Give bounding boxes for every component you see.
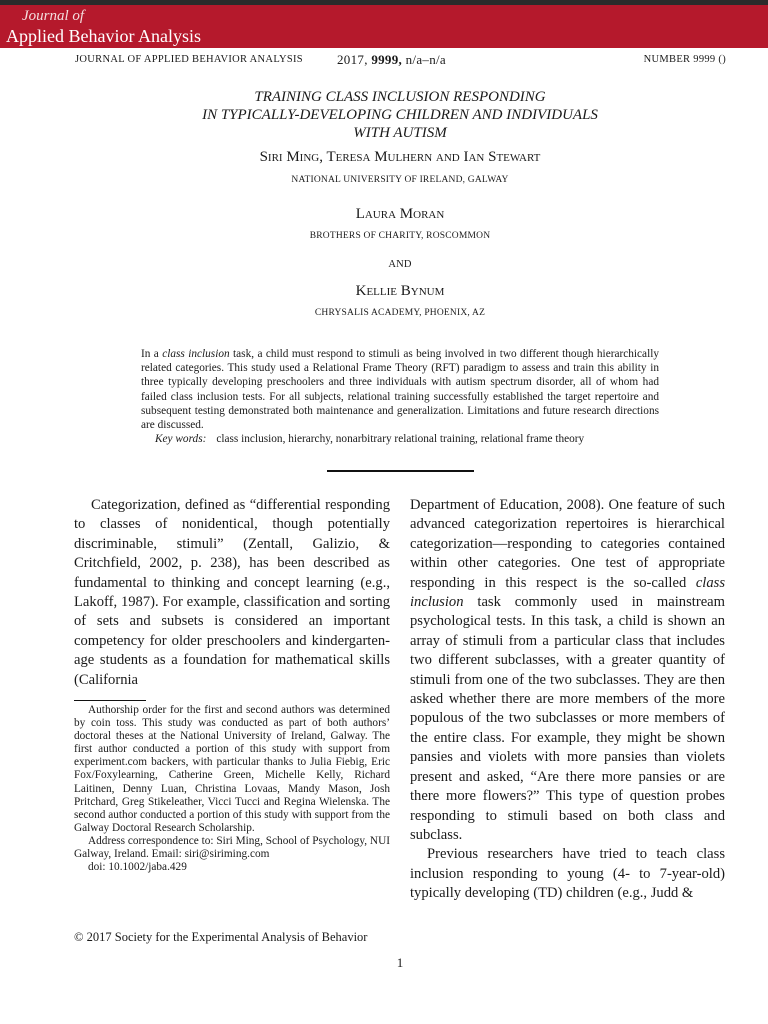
affiliation-1: NATIONAL UNIVERSITY OF IRELAND, GALWAY bbox=[291, 175, 509, 185]
section-divider bbox=[327, 470, 474, 472]
affiliation-3: CHRYSALIS ACADEMY, PHOENIX, AZ bbox=[314, 308, 486, 318]
author-conjunction: AND bbox=[388, 259, 412, 270]
journal-logo-line1: Journal of bbox=[22, 8, 85, 24]
keywords-line bbox=[141, 432, 659, 446]
running-header-volume-number: 9999, bbox=[371, 52, 403, 67]
abstract bbox=[141, 347, 659, 446]
article-title bbox=[0, 88, 768, 142]
abstract-term: class inclusion bbox=[162, 348, 230, 360]
body-term: class inclusion bbox=[410, 574, 725, 611]
running-header-journal: JOURNAL OF APPLIED BEHAVIOR ANALYSIS bbox=[75, 54, 303, 65]
journal-banner bbox=[0, 5, 768, 48]
footnote-authorship: Authorship order for the first and second authors was determined by coin toss. This study was conducted as part of both authors’ doctoral theses at the National University of Ireland, Galway. The first author conducted a portion of this study with support from experiment.com backers, with particular thanks to Julia Fiebig, Eric Fox/Foxylearning, Catherine Green, Michelle Kelly, Richard Laitinen, Denny Luan, Christina Lovaas, Mandy Mason, Josh Pritchard, Greg Stikeleather, Vicci Tucci and Regina Wielenska. The second author conducted a portion of this study with support from the Galway Doctoral Research Scholarship. bbox=[74, 704, 390, 834]
footnote-divider bbox=[74, 700, 146, 701]
abstract-text-start: In a bbox=[141, 348, 163, 360]
body-paragraph-2: Previous researchers have tried to teach class inclusion responding to young (4- to 7-year-old) typically developing (TD) children (e.g., Judd & bbox=[410, 846, 725, 902]
title-line-3: WITH AUTISM bbox=[353, 125, 447, 141]
left-column bbox=[74, 496, 390, 690]
running-header-volume bbox=[337, 52, 446, 68]
journal-logo-line2: Applied Behavior Analysis bbox=[6, 26, 201, 46]
body-text-post: task commonly used in mainstream psychological tests. In this task, a child is shown an array of stimuli from a particular class that includes two different subclasses, with a greater quantity of stimuli from one of the two subclasses. They are then asked whether there are more members of the more populous of the two subclasses or more members of the entire class. For example, they might be shown pansies and violets with more pansies than violets present and asked, “Are there more pansies or are there more flowers?” This type of question probes responding to stimuli based on both class and subclass. bbox=[410, 594, 725, 843]
body-paragraph-1: Categorization, defined as “differential responding to classes of nonidentical, though potentially discriminable, stimuli” (Zentall, Galizio, & Critchfield, 2002, p. 238), has been described as fundamental to thinking and concept learning (e.g., Lakoff, 1987). For example, classification and sorting of sets and subsets is considered an important competency for older preschoolers and kindergarten-age students as a foundation for mathematical skills (California bbox=[74, 497, 390, 688]
author-group-3: Kellie Bynum bbox=[355, 283, 445, 299]
footnote-doi: doi: 10.1002/jaba.429 bbox=[88, 861, 187, 874]
abstract-text-body: task, a child must respond to stimuli as being involved in two different though hierarchically related categories. This study used a Relational Frame Theory (RFT) paradigm to assess and train this ability in three typically developing preschoolers and three individuals with autism spectrum disorder, all of whom had failed class inclusion tests. For all subjects, relational training successfully established the target repertoire and subsequent testing demonstrated both maintenance and generalization. Limitations and future research directions are discussed. bbox=[141, 348, 660, 432]
page-number: 1 bbox=[396, 955, 404, 970]
author-group-1: Siri Ming, Teresa Mulhern and Ian Stewart bbox=[259, 149, 541, 165]
author-group-2: Laura Moran bbox=[355, 206, 445, 222]
right-column bbox=[410, 496, 725, 904]
copyright-notice: © 2017 Society for the Experimental Analysis of Behavior bbox=[74, 930, 368, 944]
affiliation-2: BROTHERS OF CHARITY, ROSCOMMON bbox=[309, 231, 491, 241]
title-line-1: TRAINING CLASS INCLUSION RESPONDING bbox=[254, 89, 546, 105]
keywords-label: Key words: bbox=[155, 433, 207, 446]
running-header-year: 2017, bbox=[337, 52, 368, 67]
footnote-correspondence: Address correspondence to: Siri Ming, School of Psychology, NUI Galway, Ireland. Email: siri@siriming.com bbox=[74, 834, 390, 861]
keywords-list: class inclusion, hierarchy, nonarbitrary relational training, relational frame theory bbox=[216, 433, 585, 446]
footnote bbox=[74, 704, 390, 874]
body-paragraph-continued bbox=[410, 496, 725, 845]
title-line-2: IN TYPICALLY-DEVELOPING CHILDREN AND INDIVIDUALS bbox=[202, 107, 598, 123]
running-header-pages: n/a–n/a bbox=[405, 52, 446, 67]
body-text-pre: Department of Education, 2008). One feature of such advanced categorization repertoires is hierarchical categorization—responding to categories contained within other categories. One test of appropriate responding in this respect is the so-called bbox=[410, 497, 725, 591]
running-header-number: NUMBER 9999 () bbox=[643, 54, 726, 65]
